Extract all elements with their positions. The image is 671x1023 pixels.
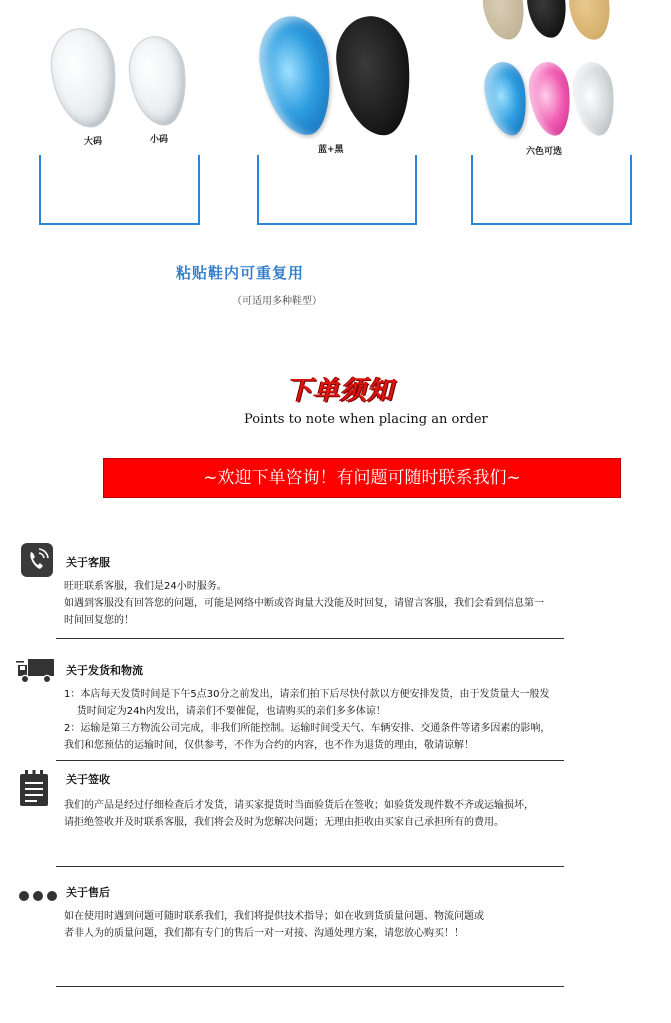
aftersales-line-2: 者非人为的质量问题，我们都有专门的售后一对一对接、沟通处理方案，请您放心购买！！ bbox=[64, 928, 464, 939]
tan-insole bbox=[567, 0, 613, 42]
clipboard-icon bbox=[18, 768, 50, 812]
service-line-2: 如遇到客服没有回答您的问题，可能是网络中断或咨询量大没能及时回复，请留言客服，我们会看到信息第一 bbox=[64, 598, 544, 609]
section-body-aftersales bbox=[64, 908, 484, 942]
divider-1 bbox=[56, 638, 564, 639]
pink-insole bbox=[526, 60, 574, 138]
divider-4 bbox=[56, 986, 564, 987]
shipping-line-4: 我们和您预估的运输时间，仅供参考，不作为合约的内容，也不作为退货的理由，敬请谅解！ bbox=[64, 740, 474, 751]
six-colors-caption: 六色可选 bbox=[526, 147, 563, 157]
bracket-3 bbox=[471, 155, 632, 225]
section-body-service bbox=[64, 578, 544, 629]
size-large-caption: 大码 bbox=[84, 137, 103, 147]
divider-2 bbox=[56, 760, 564, 761]
section-title-service: 关于客服 bbox=[66, 556, 110, 569]
shipping-line-2: 货时间定为24h内发出，请亲们不要催促，也请购买的亲们多多体谅！ bbox=[64, 706, 386, 717]
section-title-signoff: 关于签收 bbox=[66, 773, 110, 786]
more-dots-icon bbox=[18, 888, 58, 907]
blue-insole bbox=[254, 12, 338, 140]
order-notice-subtitle: Points to note when placing an order bbox=[244, 412, 488, 427]
bracket-1 bbox=[39, 155, 200, 225]
section-body-shipping bbox=[64, 686, 550, 754]
section-body-signoff bbox=[64, 797, 534, 831]
shipping-line-3: 2：运输是第三方物流公司完成，非我们所能控制。运输时间受天气、车辆安排、交通条件等诸多因素的影响， bbox=[64, 723, 551, 734]
phone-icon bbox=[21, 543, 53, 577]
service-line-3: 时间回复您的！ bbox=[64, 615, 134, 626]
grey-insole bbox=[570, 60, 618, 138]
bracket-2 bbox=[257, 155, 417, 225]
black-insole bbox=[332, 13, 416, 140]
truck-icon bbox=[16, 656, 56, 690]
intro-title: 粘贴鞋内可重复用 bbox=[176, 264, 305, 282]
welcome-banner: ~欢迎下单咨询！有问题可随时联系我们~ bbox=[103, 458, 621, 498]
order-notice-title: 下单须知 bbox=[286, 376, 395, 406]
divider-3 bbox=[56, 866, 564, 867]
size-small-caption: 小码 bbox=[150, 135, 169, 145]
blue-black-caption: 蓝+黑 bbox=[318, 145, 344, 155]
section-title-shipping: 关于发货和物流 bbox=[66, 664, 143, 677]
signoff-line-2: 请拒绝签收并及时联系客服，我们将会及时为您解决问题；无理由拒收由买家自己承担所有的费用。 bbox=[64, 817, 504, 828]
clear-insole-small bbox=[125, 33, 190, 128]
beige-insole bbox=[480, 0, 528, 43]
aftersales-line-1: 如在使用时遇到问题可随时联系我们，我们将提供技术指导；如在收到货质量问题、物流问题或 bbox=[64, 911, 484, 922]
shipping-line-1: 1：本店每天发货时间是下午5点30分之前发出，请亲们拍下后尽快付款以方便安排发货，由于发货量大一般发 bbox=[64, 689, 550, 700]
intro-subtitle: （可适用多种鞋型） bbox=[232, 296, 322, 307]
black-insole-small bbox=[525, 0, 569, 40]
blue-insole-small bbox=[481, 60, 531, 139]
service-line-1: 旺旺联系客服，我们是24小时服务。 bbox=[64, 581, 227, 592]
section-title-aftersales: 关于售后 bbox=[66, 886, 110, 899]
signoff-line-1: 我们的产品是经过仔细检查后才发货，请买家提货时当面验货后在签收；如验货发现件数不齐或运输损坏， bbox=[64, 800, 534, 811]
clear-insole-large bbox=[47, 25, 121, 131]
